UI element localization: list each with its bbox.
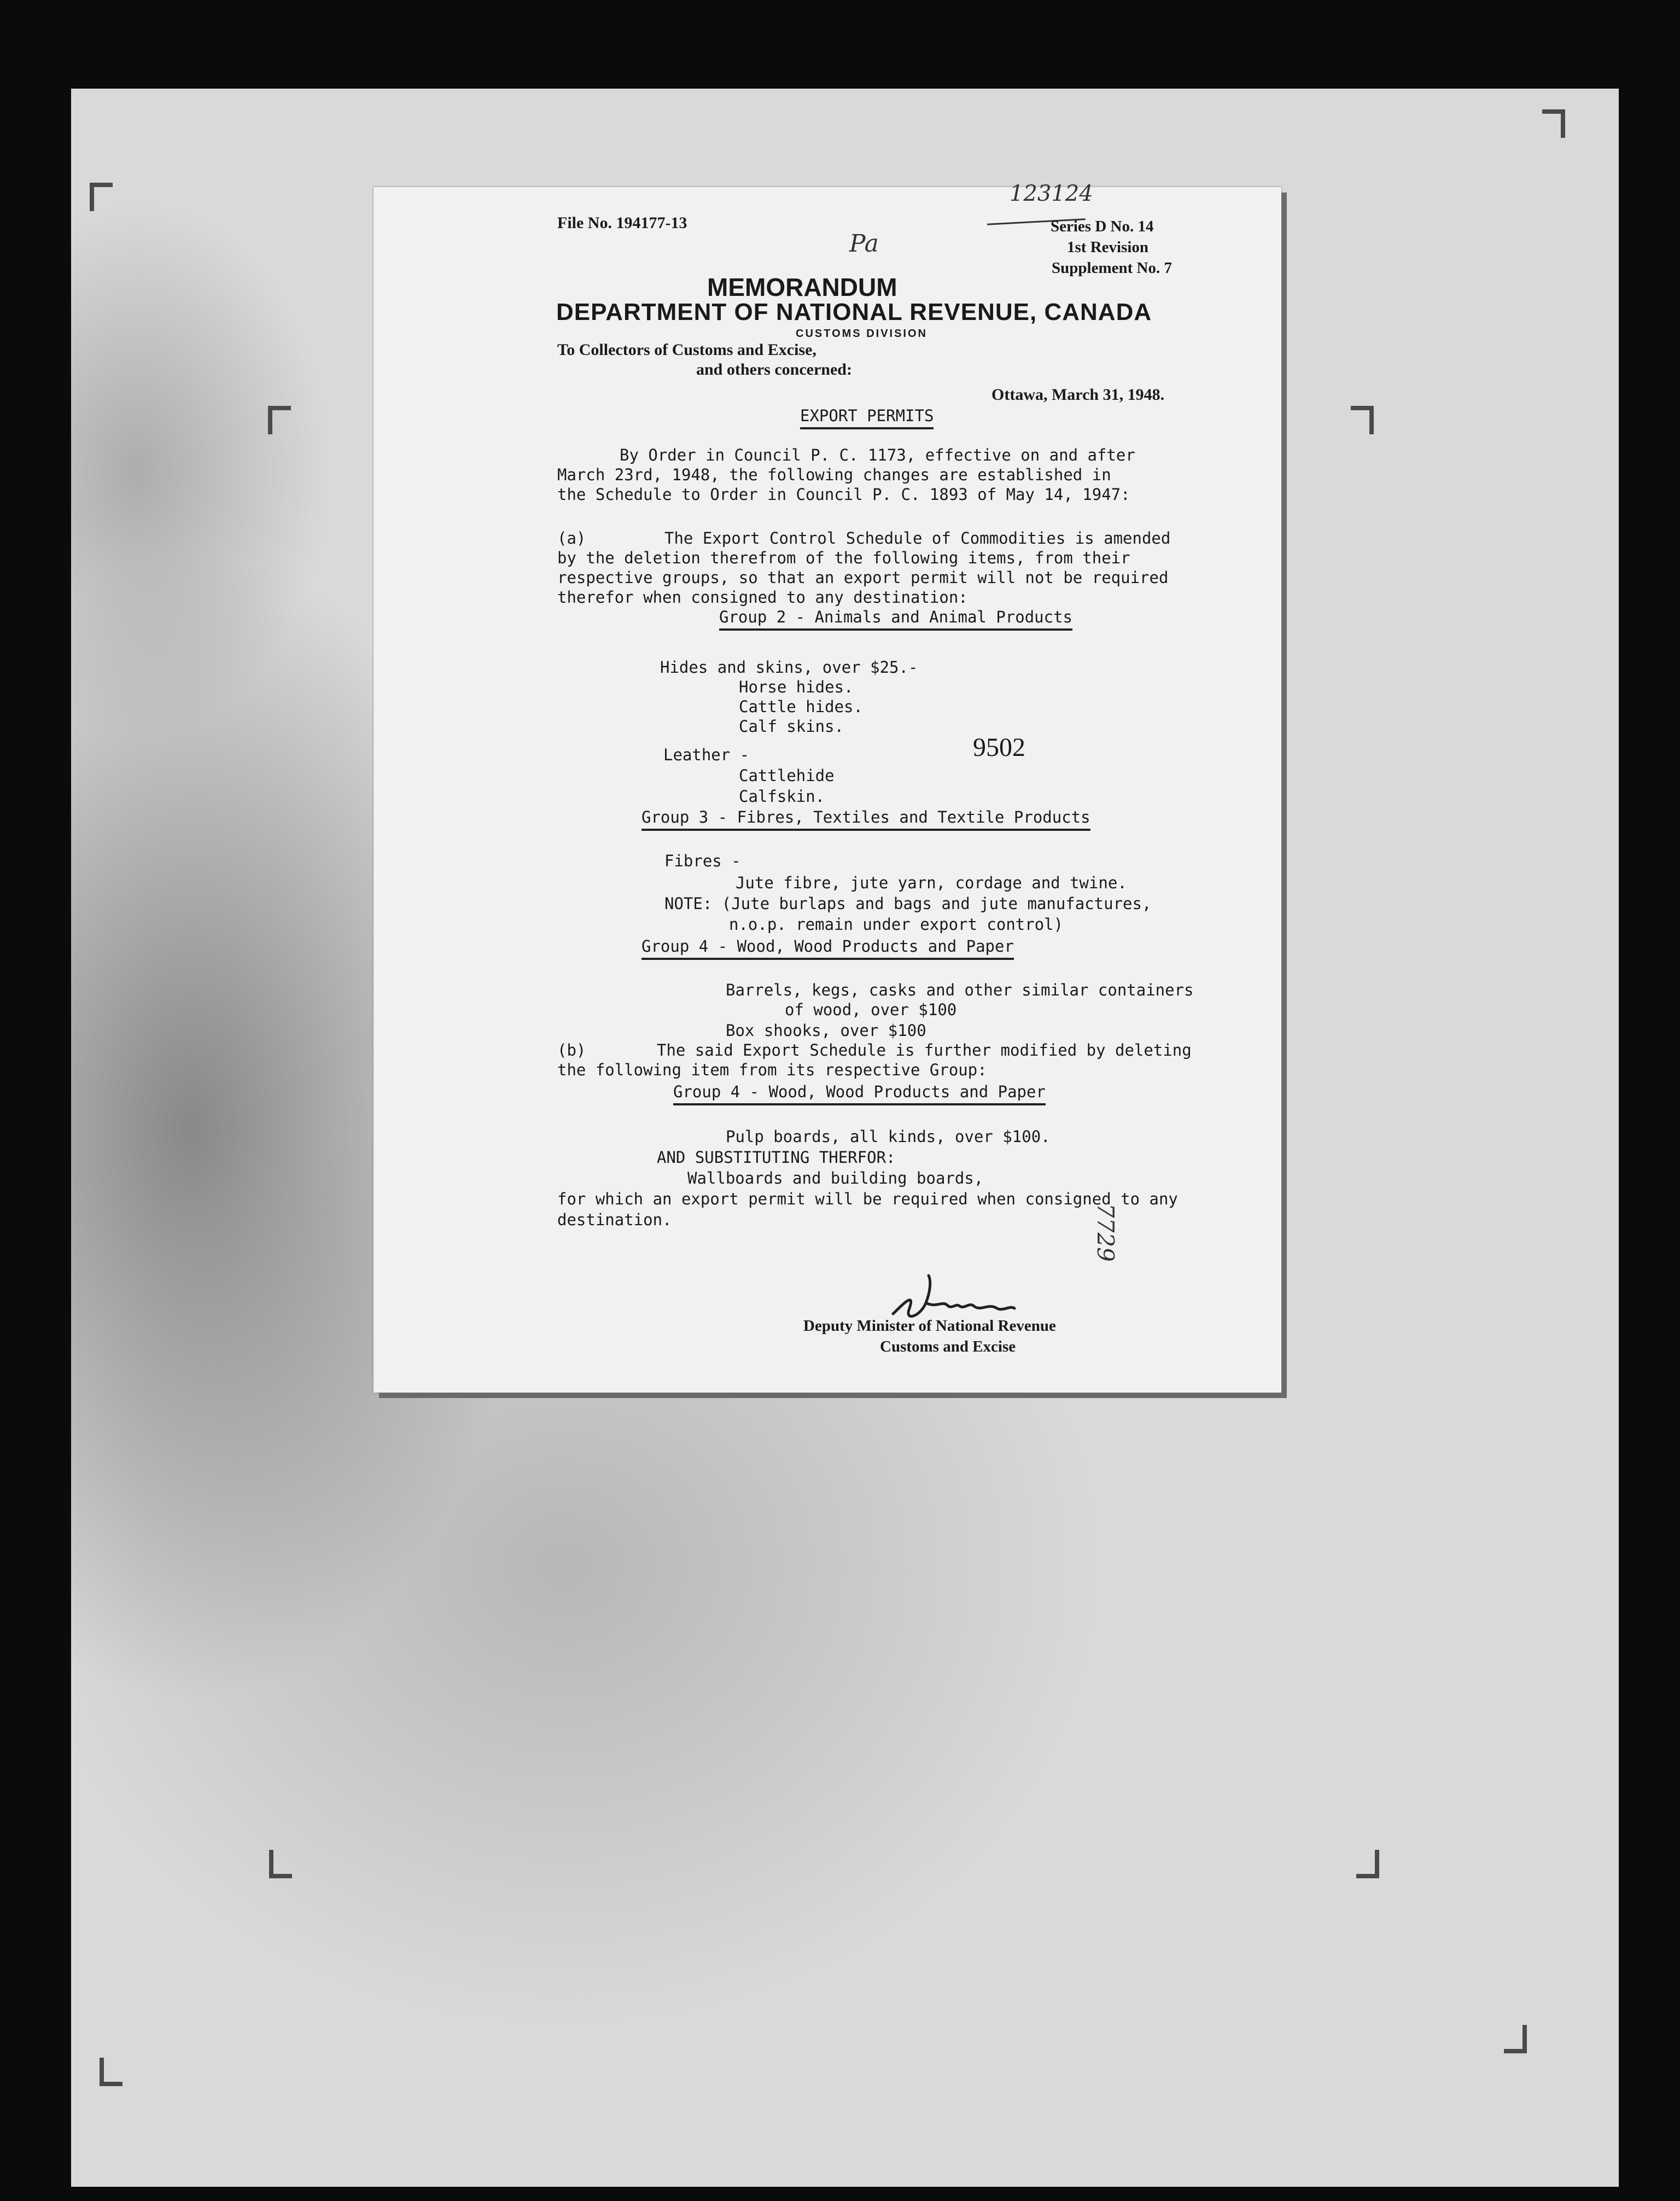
paragraph-b-label: (b): [557, 1041, 586, 1059]
intro-line-3: the Schedule to Order in Council P. C. 1893 of May 14, 1947:: [557, 485, 1130, 504]
group-4-heading: Group 4 - Wood, Wood Products and Paper: [641, 936, 1014, 956]
group-2-item: Horse hides.: [739, 678, 854, 696]
crop-mark-bottom-left-inner: [269, 1850, 292, 1878]
group-2-item: Leather -: [663, 746, 750, 764]
revision: 1st Revision: [1067, 238, 1149, 256]
group-4-item: Barrels, kegs, casks and other similar containers: [726, 981, 1194, 999]
group-2-item: Calfskin.: [739, 787, 825, 806]
paragraph-a-label: (a): [557, 529, 586, 548]
signatory-title-2: Customs and Excise: [880, 1338, 1016, 1355]
group-4-item: Box shooks, over $100: [726, 1021, 926, 1040]
handwritten-number: 123124: [1010, 181, 1093, 206]
file-number: File No. 194177-13: [557, 214, 687, 232]
group-4b-item: Wallboards and building boards,: [687, 1169, 984, 1187]
crop-mark-top-left: [90, 183, 113, 211]
handwritten-margin-number: 7729: [1092, 1203, 1119, 1262]
group-3-item: Fibres -: [664, 852, 741, 870]
crop-mark-top-right: [1542, 109, 1565, 138]
memo-title: MEMORANDUM: [707, 273, 897, 301]
supplement-number: Supplement No. 7: [1052, 259, 1172, 277]
addressee-line-2: and others concerned:: [696, 360, 852, 379]
crop-mark-bottom-right: [1504, 2025, 1527, 2053]
paragraph-a-line-2: by the deletion therefrom of the following items, from their: [557, 549, 1130, 567]
series-number: Series D No. 14: [1051, 218, 1154, 235]
intro-line-2: March 23rd, 1948, the following changes are established in: [557, 465, 1111, 484]
group-3-heading: Group 3 - Fibres, Textiles and Textile Products: [641, 807, 1090, 827]
signatory-title-1: Deputy Minister of National Revenue: [803, 1317, 1056, 1335]
crop-mark-bottom-right-inner: [1356, 1850, 1379, 1878]
crop-mark-top-right-inner: [1351, 406, 1374, 434]
group-4b-item: Pulp boards, all kinds, over $100.: [726, 1127, 1051, 1146]
group-4b-item: AND SUBSTITUTING THERFOR:: [657, 1148, 896, 1167]
closing-line-1: for which an export permit will be required when consigned to any: [557, 1190, 1178, 1208]
group-3-item: NOTE: (Jute burlaps and bags and jute manufactures,: [664, 894, 1152, 913]
group-2-item: Calf skins.: [739, 717, 844, 736]
group-2-item: Cattle hides.: [739, 697, 863, 716]
group-2-heading: Group 2 - Animals and Animal Products: [719, 607, 1072, 627]
group-2-item: Cattlehide: [739, 766, 835, 785]
group-2-item: Hides and skins, over $25.-: [660, 658, 918, 677]
group-4b-heading: Group 4 - Wood, Wood Products and Paper: [673, 1082, 1046, 1102]
handwritten-initials: Pa: [849, 230, 879, 258]
subject-heading: EXPORT PERMITS: [800, 406, 934, 426]
group-3-item: n.o.p. remain under export control): [729, 915, 1064, 934]
stamped-number: 9502: [973, 733, 1025, 762]
division-name: CUSTOMS DIVISION: [796, 328, 928, 340]
group-3-item: Jute fibre, jute yarn, cordage and twine.: [736, 874, 1127, 892]
memorandum-page: [374, 181, 1281, 1393]
paragraph-a-line-3: respective groups, so that an export permit will not be required: [557, 568, 1169, 587]
crop-mark-top-left-inner: [268, 406, 291, 434]
place-and-date: Ottawa, March 31, 1948.: [991, 386, 1165, 404]
crop-mark-bottom-left: [100, 2058, 122, 2086]
intro-line-1: By Order in Council P. C. 1173, effective on and after: [620, 446, 1135, 464]
paragraph-a-line-1: The Export Control Schedule of Commodities is amended: [664, 529, 1171, 548]
paragraph-b-line-2: the following item from its respective Group:: [557, 1061, 987, 1079]
paragraph-a-line-4: therefor when consigned to any destination:: [557, 588, 968, 607]
closing-line-2: destination.: [557, 1210, 672, 1229]
addressee-line-1: To Collectors of Customs and Excise,: [557, 341, 816, 359]
department-name: DEPARTMENT OF NATIONAL REVENUE, CANADA: [556, 299, 1152, 325]
group-4-item: of wood, over $100: [785, 1000, 957, 1019]
paragraph-b-line-1: The said Export Schedule is further modified by deleting: [657, 1041, 1192, 1059]
